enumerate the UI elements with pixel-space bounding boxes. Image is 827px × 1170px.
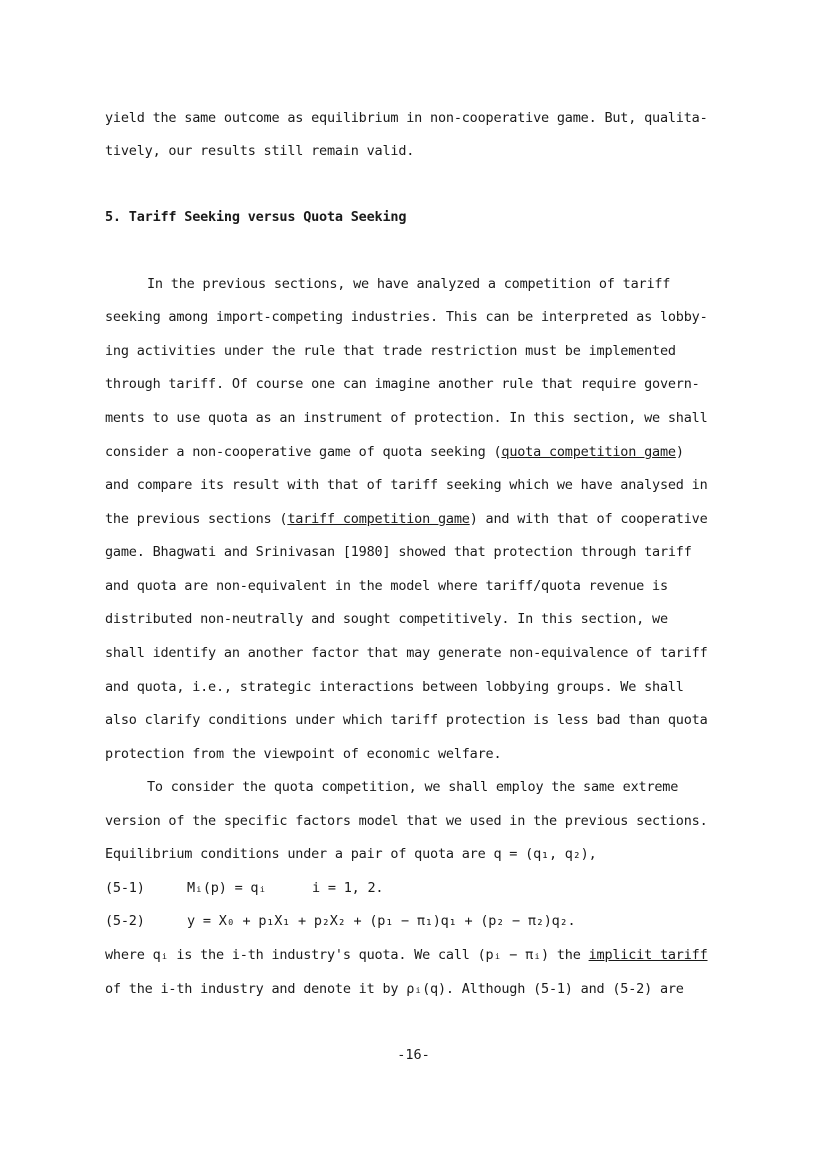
text-line: version of the specific factors model that we used in the previous sections. [105, 813, 708, 829]
equation-index: i = 1, 2. [312, 880, 384, 896]
page-number: -16- [397, 1047, 430, 1063]
text-line: seeking among import-competing industries. This can be interpreted as lobby- [105, 309, 708, 325]
text-line: tively, our results still remain valid. [105, 143, 415, 159]
text-line [105, 511, 745, 527]
text-segment: consider a non-cooperative game of quota seeking ( [105, 444, 502, 460]
text-line: protection from the viewpoint of economic welfare. [105, 746, 502, 762]
text-line: shall identify an another factor that may generate non-equivalence of tariff [105, 645, 708, 661]
text-line: of the i-th industry and denote it by ρᵢ(q). Although (5-1) and (5-2) are [105, 981, 684, 997]
text-line: game. Bhagwati and Srinivasan [1980] showed that protection through tariff [105, 544, 692, 560]
text-line: through tariff. Of course one can imagine another rule that require govern- [105, 376, 700, 392]
text-segment: ) [675, 444, 684, 460]
section-heading: 5. Tariff Seeking versus Quota Seeking [105, 209, 407, 225]
equation-body: y = X₀ + p₁X₁ + p₂X₂ + (p₁ − π₁)q₁ + (p₂ − π₂)q₂. [187, 913, 576, 929]
text-line: distributed non-neutrally and sought competitively. In this section, we [105, 611, 668, 627]
equation-body: Mᵢ(p) = qᵢ [187, 880, 267, 896]
equation-number: (5-2) [105, 913, 145, 929]
text-line: yield the same outcome as equilibrium in non-cooperative game. But, qualita- [105, 110, 708, 126]
text-segment: where qᵢ is the i-th industry's quota. We call (pᵢ − πᵢ) the [105, 947, 589, 963]
text-line: To consider the quota competition, we shall employ the same extreme [147, 779, 679, 795]
text-line: ments to use quota as an instrument of protection. In this section, we shall [105, 410, 708, 426]
underlined-term: tariff competition game [287, 511, 470, 527]
text-line: and quota, i.e., strategic interactions between lobbying groups. We shall [105, 679, 684, 695]
text-line [105, 947, 745, 963]
text-line: and compare its result with that of tariff seeking which we have analysed in [105, 477, 708, 493]
text-line: ing activities under the rule that trade restriction must be implemented [105, 343, 676, 359]
text-line: also clarify conditions under which tariff protection is less bad than quota [105, 712, 708, 728]
text-line [105, 444, 745, 460]
text-segment: the previous sections ( [105, 511, 288, 527]
underlined-term: quota competition game [501, 444, 676, 460]
text-line: and quota are non-equivalent in the model where tariff/quota revenue is [105, 578, 668, 594]
text-line: Equilibrium conditions under a pair of quota are q = (q₁, q₂), [105, 846, 597, 862]
equation-number: (5-1) [105, 880, 145, 896]
text-segment: ) and with that of cooperative [469, 511, 708, 527]
text-line: In the previous sections, we have analyzed a competition of tariff [147, 276, 671, 292]
underlined-term: implicit tariff [588, 947, 708, 963]
